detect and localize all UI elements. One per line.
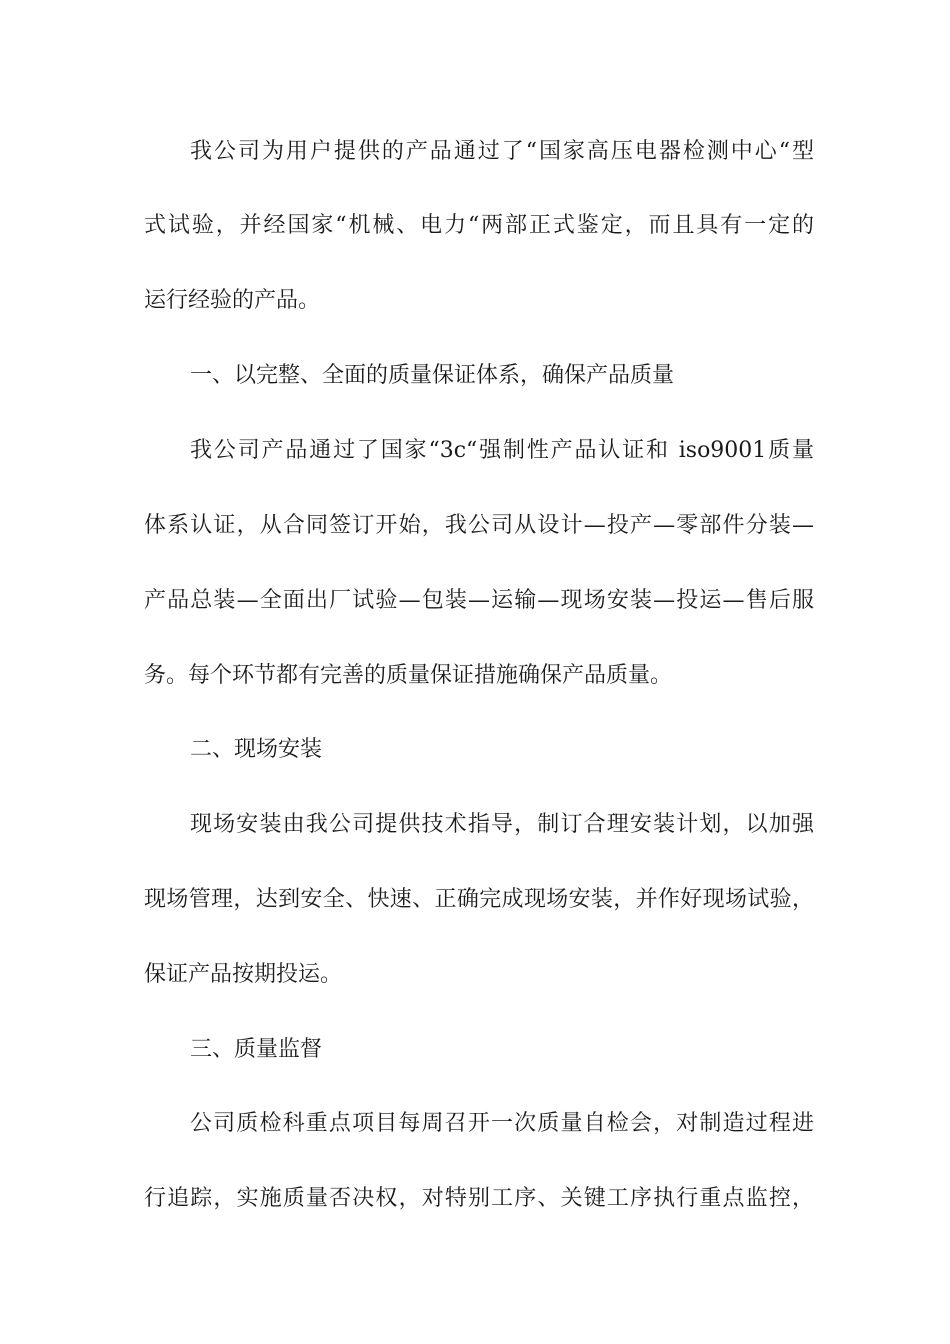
paragraph-4-line-2: 行追踪，实施质量否决权，对特别工序、关键工序执行重点监控， (144, 1186, 814, 1211)
paragraph-1-line-3: 运行经验的产品。 (144, 288, 321, 313)
paragraph-2-line-3: 产品总装—全面出厂试验—包装—运输—现场安装—投运—售后服 (144, 588, 814, 613)
section-heading-1: 一、以完整、全面的质量保证体系，确保产品质量 (190, 363, 675, 388)
paragraph-2-line-4: 务。每个环节都有完善的质量保证措施确保产品质量。 (144, 663, 673, 688)
paragraph-3-line-2: 现场管理，达到安全、快速、正确完成现场安装，并作好现场试验， (144, 887, 814, 912)
paragraph-3-line-1: 现场安装由我公司提供技术指导，制订合理安装计划，以加强 (190, 812, 814, 837)
paragraph-1-line-1: 我公司为用户提供的产品通过了“国家高压电器检测中心“型 (190, 139, 814, 164)
section-heading-2: 二、现场安装 (190, 737, 323, 762)
paragraph-1-line-2: 式试验，并经国家“机械、电力“两部正式鉴定，而且具有一定的 (144, 213, 814, 238)
section-heading-3: 三、质量监督 (190, 1037, 323, 1062)
paragraph-2-line-2: 体系认证，从合同签订开始，我公司从设计—投产—零部件分装— (144, 513, 814, 538)
paragraph-4-line-1: 公司质检科重点项目每周召开一次质量自检会，对制造过程进 (190, 1111, 814, 1136)
paragraph-3-line-3: 保证产品按期投运。 (144, 962, 343, 987)
paragraph-2-line-1: 我公司产品通过了国家“3c“强制性产品认证和 iso9001质量 (190, 438, 814, 463)
